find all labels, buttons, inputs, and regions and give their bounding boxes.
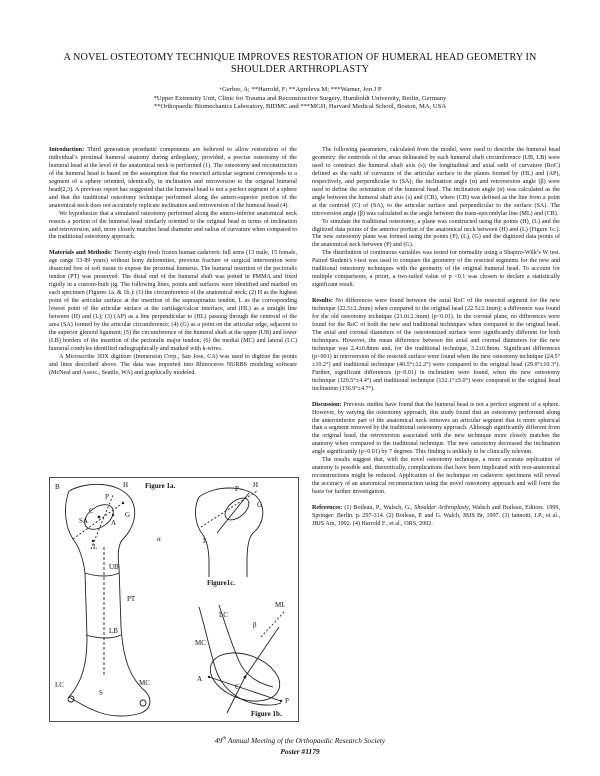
label-ml: ML — [275, 601, 286, 609]
discussion-paragraph — [312, 402, 560, 458]
figure-1b-label: Figure 1b. — [251, 710, 282, 718]
label-beta: β — [253, 621, 257, 629]
methods-heading: Materials and Methods: — [49, 250, 113, 257]
label-alpha: α — [157, 535, 161, 543]
results-heading: Results: — [312, 298, 333, 305]
label-s: S — [99, 689, 103, 697]
label-mc-1a: MC — [139, 679, 150, 687]
references-heading: References: — [312, 505, 343, 512]
introduction-text: Third generation prosthetic components are believed to allow restoration of the individual’s proximal humeral anatomy during arthoplasty, provided, a precise osteotomy of the humeral head at the level of the anatomical neck is performed (1). The osteotomy and reconstruction of the humeral head is based on the assumption that the resected articular segment corresponds to a segment of a sphere oriented, identically, in inclination and retroversion to the original humeral head(2,3). A previous report has suggested that the humeral head is not a perfect segment of a sphere and that the traditional osteotomy technique performed along the antero-superior portion of the anatomical neck does not accurately replicate inclination and retroversion of the humeral head (4). — [49, 147, 297, 209]
figure-1c-label: Figure1c. — [207, 579, 236, 587]
label-h-1a: H — [123, 481, 129, 489]
conclusion-paragraph: The results suggest that, with the novel osteotomy technique, a more accurate replication of anatomy is possible and, theoretically, complications that have been implicated with non-anatomical reconstructions might be reduced. Application of the technique on cadaveric specimens will reveal the accuracy of an anatomical reconstruction using the novel osteotomy approach and will form the basis for further investigation. — [312, 457, 560, 496]
figure-1c-humerus — [196, 488, 263, 577]
paper-title — [40, 52, 560, 76]
label-mc-1b: MC — [195, 639, 206, 647]
left-column — [49, 147, 297, 378]
label-lc-1a: LC — [55, 681, 64, 689]
figure-1a-label: Figure 1a. — [145, 482, 176, 490]
right-column — [312, 147, 560, 529]
label-lb: LB — [109, 627, 118, 635]
parameters-paragraph: The following parameters, calculated from the model, were used to describe the humeral head geometry: the centroids of the areas delineated by each humeral shaft circumference (UB, LB) were used to construct the humeral shaft axis (s); the longitudinal and axial radii of curvature (RoC) defined as the radii of curvature of the articular surface in the planes formed by (HL) and (AP), respectively, and perpendicular to (SA); the inclination angle (α) and retroversion angle (β) were used to define the orientation of the humeral head. The inclination angle (α) was calculated as the angle between the humeral shaft axis (s) and (CB), where (CB) was defined as the line from a point at the centroid (C) of (SA), to the articular surface and perpendicular to the surface (SA). The retroversion angle (β) was calculated as the angle between the trans-epicondylar line (ML) and (CB). — [312, 147, 560, 217]
label-pt: PT — [127, 595, 136, 603]
label-l-1a: L — [93, 543, 98, 551]
label-p-1c: P — [235, 485, 239, 493]
label-c-1b: C — [235, 683, 240, 691]
label-lc-1b: LC — [219, 611, 228, 619]
discussion-heading: Discussion: — [312, 401, 342, 408]
label-l-1c: L — [203, 537, 208, 545]
reference-1b: , Walsch and Boileau, Editors. 1999, Springer: Berlin. p. 297-314. (2) Boileau, P. and G. Walch, JBJS Br, 1997. (3) Iannotti, J.P., et al., JBJS Am, 1992. (4) Harrold F., et al., ORS, 2002. — [312, 505, 560, 527]
label-h-1c: H — [253, 481, 259, 489]
methods-text: Twenty-eight fresh frozen human cadaveric full arms (13 male, 15 female, age range 53-89 years) without bony deformities, previous fracture or surgical intervention were dissected free of soft tissue to expose the proximal humerus. The humeral insertion of the pectoralis tendon (PT) was preserved. The distal end of the humeral shaft was potted in PMMA and fixed rigidly in a custom-built jig. The following lines, points and surfaces were identified and marked on each specimen (Figures 1a. & 1b.): (1) the circumference of the anatomical neck; (2) H as the highest point of the articular surface at the insertion of the supraspinatus tendon, L as the corresponding lowest point of the articular surface at the cartilage/calcar interface, and (HL) as a straight line between (H) and (L); (3) (AP) as a line perpendicular to (HL) passing through the centroid of the area (SA) formed by the articular circumference; (4) (G) as a point on the articular edge, adjacent to the superior glenoid ligament; (5) the circumference of the humeral shaft at the upper (UB) and lower (LB) borders of the insertion of the pectoralis major tendon; (6) the medial (MC) and lateral (LC) humeral condyles identified radiographically and marked with k-wires. — [49, 250, 298, 352]
meeting-ordinal: th — [222, 736, 227, 742]
figure-1 — [49, 477, 299, 722]
label-ub: UB — [109, 563, 119, 571]
meeting-number: 49 — [214, 736, 223, 745]
figure-1b-humerus — [199, 605, 286, 713]
reference-1-title: Shoulder Arthroplasty — [414, 505, 469, 512]
references-paragraph — [312, 505, 560, 529]
results-paragraph — [312, 298, 560, 393]
title-line-2: SHOULDER ARTHROPLASTY — [230, 64, 370, 75]
label-g-1a: G — [125, 511, 131, 519]
reference-1a: (1) Boileau, P., Walsch, G., — [342, 505, 415, 512]
introduction-paragraph — [49, 147, 297, 211]
meeting-footer — [0, 736, 600, 745]
label-a-1a: A — [111, 519, 117, 527]
osteotomy-paragraph: To simulate the traditional osteotomy, a plane was constructed using the points (H), (L) and the digitized data points of the anterior portion of the anatomical neck between (H) and (L) (Figure 1c.). The new osteotomy plane was formed using the points (P), (L), (G) and the digitized data points of the anatomical neck between (P) and (G). — [312, 218, 560, 249]
label-b: B — [55, 483, 60, 491]
digitizer-paragraph: A Microscribe 3DX digitizer (Immersion Corp., San Jose, CA) was used to digitize the points and lines described above. The data was imported into Rhinoceros NURBS modeling software (McNeal and Assoc., Seattle, WA) and graphically modeled. — [49, 353, 297, 376]
figure-frame — [50, 478, 299, 722]
discussion-text: Previous studies have found that the humeral head is not a perfect segment of a sphere. However, by varying the osteotomy approach, this study found that an osteotomy performed along the anteroinferior part of the anatomical neck removes an articular segment that is more spherical than a segment removed by the traditional osteotomy approach. Although significantly different from the original head, the retroversion associated with the new technique more closely matches the anatomy when compared to the traditional technique. The new osteotomy decreased the inclination angle significantly (p<0.01) by 7 degrees. This finding is unlikely to be clinically relevant. — [312, 401, 560, 456]
label-p-1b: P — [285, 697, 289, 705]
label-sa: SA — [79, 517, 88, 525]
affiliation-1: *Upper Extremity Unit, Clinic for Trauma and Reconstructive Surgery, Humboldt University, Berlin, Germany — [153, 94, 447, 102]
label-a-1b: A — [197, 675, 203, 683]
methods-paragraph — [49, 250, 297, 353]
figure-drawing — [49, 477, 299, 722]
title-line-1: A NOVEL OSTEOTOMY TECHNIQUE IMPROVES RESTORATION OF HUMERAL HEAD GEOMETRY IN — [63, 52, 537, 63]
hypothesis-paragraph: We hypothesize that a simulated osteotomy performed along the antero-inferior anatomical neck resects a portion of the humeral head similarly oriented to the original head in terms of inclination and retroversion, and, more closely matches head diameter and radius of curvature when compared to the traditional osteotomy approach. — [49, 210, 297, 241]
label-p-1a: P — [105, 493, 109, 501]
results-text: No differences were found between the axial RoC of the resected segment for the new technique (22.5±2.2mm) when compared to the original head (22.5±2.1mm); a difference was found for the old osteotomy technique (23.0±2.3mm) (p<0.01). In the coronal plane, no differences were found for the RoC of both the new and traditional techniques when compared to the original head. The axial and coronal diameters of the osteotomized surface were significantly different for both techniques. However, the mean difference between the axial and coronal diameters for the new technique was 2.4±0.8mm and, for the traditional technique, 3.2±0.8mm. Significant differences (p<001) in retroversion of the resected surface were found when the new osteotomy technique (24.5°±10.2°) and traditional technique (40.5°±12.2°) were compared to the original head (29.0°±10.3°). Further, significant differences (p<0.01) in inclination were found, when the new osteotomy technique (129.5°±4.4°) and traditional technique (132.1°±5.0°) were compared to the original head inclination (136.9°±4.7°). — [312, 298, 560, 392]
authors: +Gerber, A; **Harrold, F; **Apreleva M; ***Warner, Jon J P — [218, 86, 382, 93]
label-g-1c: G — [257, 501, 263, 509]
statistics-paragraph: The distribution of continuous variables was tested for normality using a Shapiro-Wilk’s W test. Paired Student’s t-test was used to compare the geometry of the resected segments for the new and traditional osteotomy techniques with the geometry of the original humeral head. To account for multiple comparisons, a priori, a two-tailed value of p <0.1 was chosen to declare a statistically significant result. — [312, 250, 560, 289]
poster-number: Poster #1179 — [280, 747, 320, 756]
affiliation-2: **Orthopaedic Biomechanics Laboratory, BIDMC and ***MGH, Harvard Medical School, Boston, MA, USA — [153, 103, 447, 111]
introduction-heading: Introduction: — [49, 147, 85, 153]
label-c: C — [89, 507, 94, 515]
author-block — [40, 86, 560, 112]
meeting-name: Annual Meeting of the Orthopaedic Research Society — [226, 736, 386, 745]
